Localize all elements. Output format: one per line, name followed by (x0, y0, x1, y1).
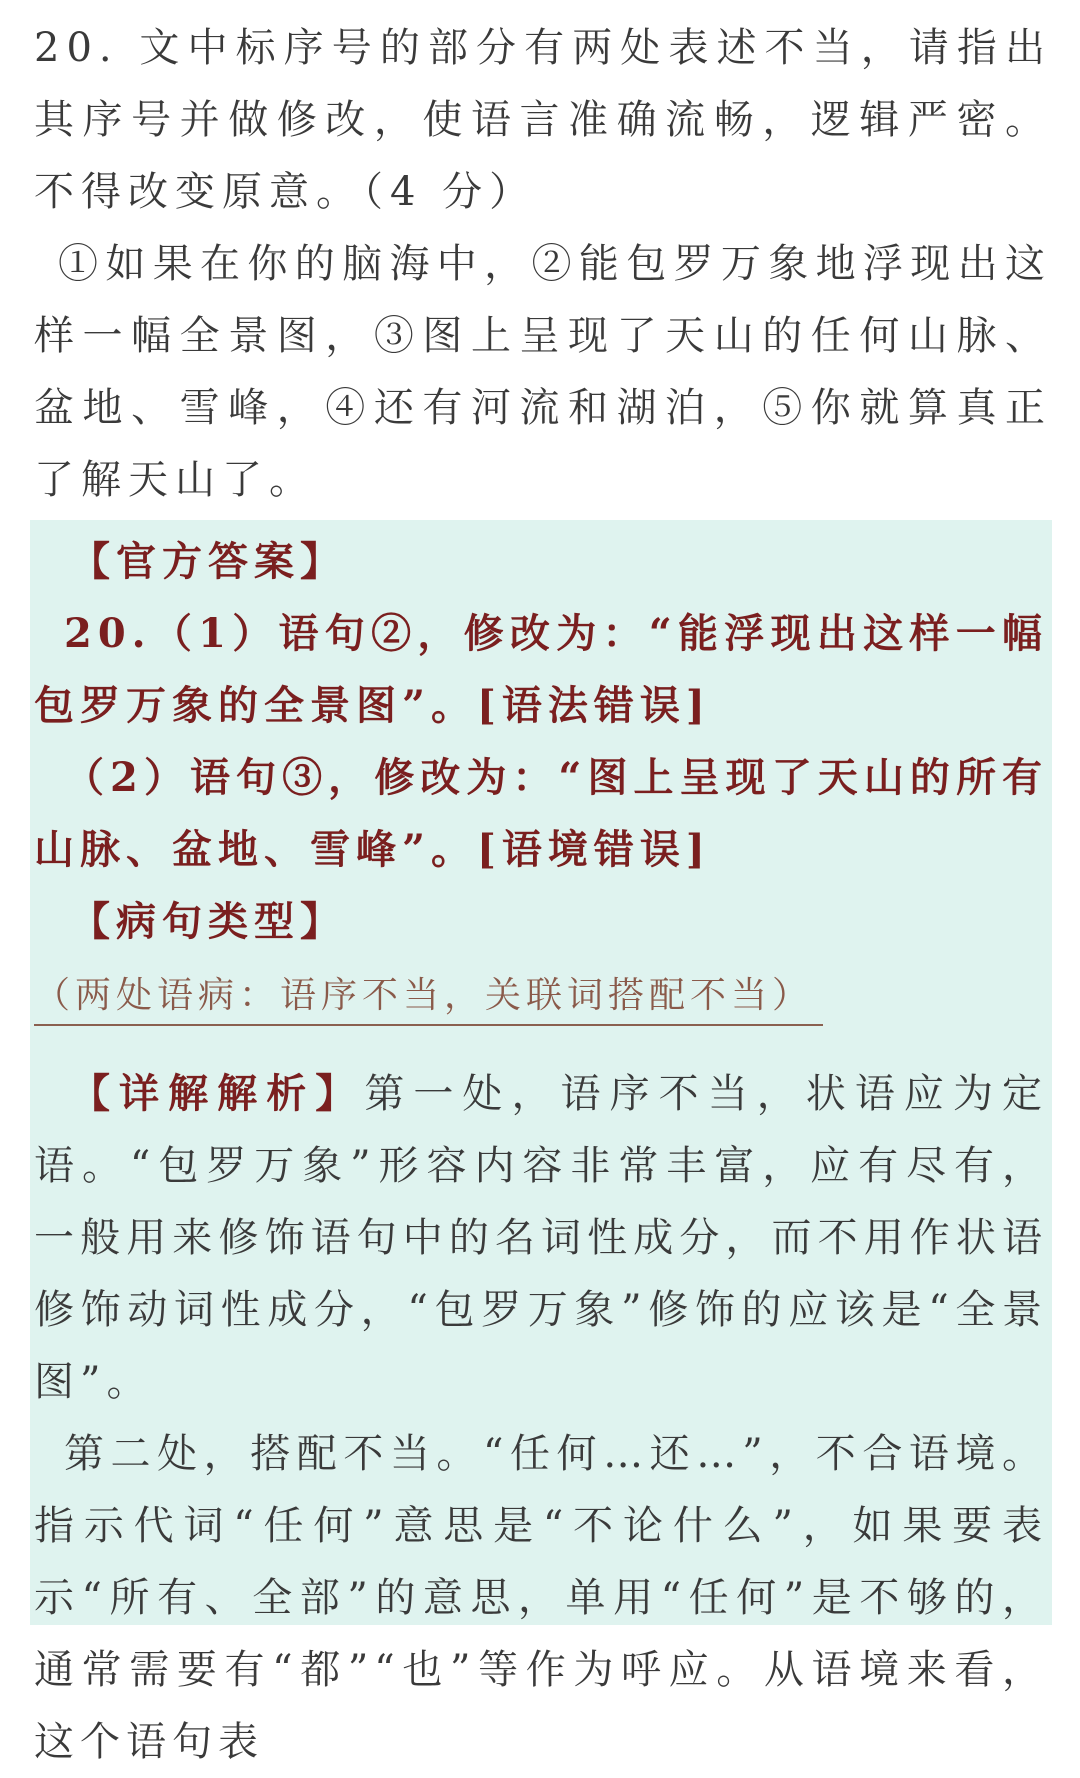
question-block (34, 12, 1052, 516)
analysis-paragraph-2: 第二处，搭配不当。“任何…还…”，不合语境。指示代词“任何”意思是“不论什么”，如果要表示“所有、全部”的意思，单用“任何”是不够的，通常需要有“都”“也”等作为呼应。从语境来看，这个语句表 (34, 1431, 1048, 1765)
error-type-row (34, 958, 1048, 1030)
analysis-paragraph-1-text: 第一处，语序不当，状语应为定语。“包罗万象”形容内容非常丰富，应有尽有，一般用来修饰语句中的名词性成分，而不用作状语修饰动词性成分，“包罗万象”修饰的应该是“全景图”。 (34, 1071, 1049, 1405)
analysis-paragraph-1 (34, 1058, 1048, 1418)
official-answer-item-1: 20.（1）语句②，修改为：“能浮现出这样一幅包罗万象的全景图”。[语法错误] (34, 610, 1048, 729)
question-passage: ①如果在你的脑海中，②能包罗万象地浮现出这样一幅全景图，③图上呈现了天山的任何山脉、盆地、雪峰，④还有河流和湖泊，⑤你就算真正了解天山了。 (34, 241, 1052, 503)
official-answer-item-2: （2）语句③，修改为：“图上呈现了天山的所有山脉、盆地、雪峰”。[语境错误] (34, 754, 1048, 873)
answer-content (34, 526, 1048, 1778)
error-type-note: （两处语病：语序不当，关联词搭配不当） (34, 968, 823, 1026)
analysis-heading: 【详解解析】 (70, 1070, 365, 1117)
answer-panel (30, 520, 1052, 1765)
official-answer-heading: 【官方答案】 (70, 538, 346, 585)
question-prompt: 20. 文中标序号的部分有两处表述不当，请指出其序号并做修改，使语言准确流畅，逻辑严密。不得改变原意。（4 分） (34, 25, 1052, 215)
error-type-heading: 【病句类型】 (70, 898, 346, 945)
section-spacer (34, 1030, 1048, 1058)
